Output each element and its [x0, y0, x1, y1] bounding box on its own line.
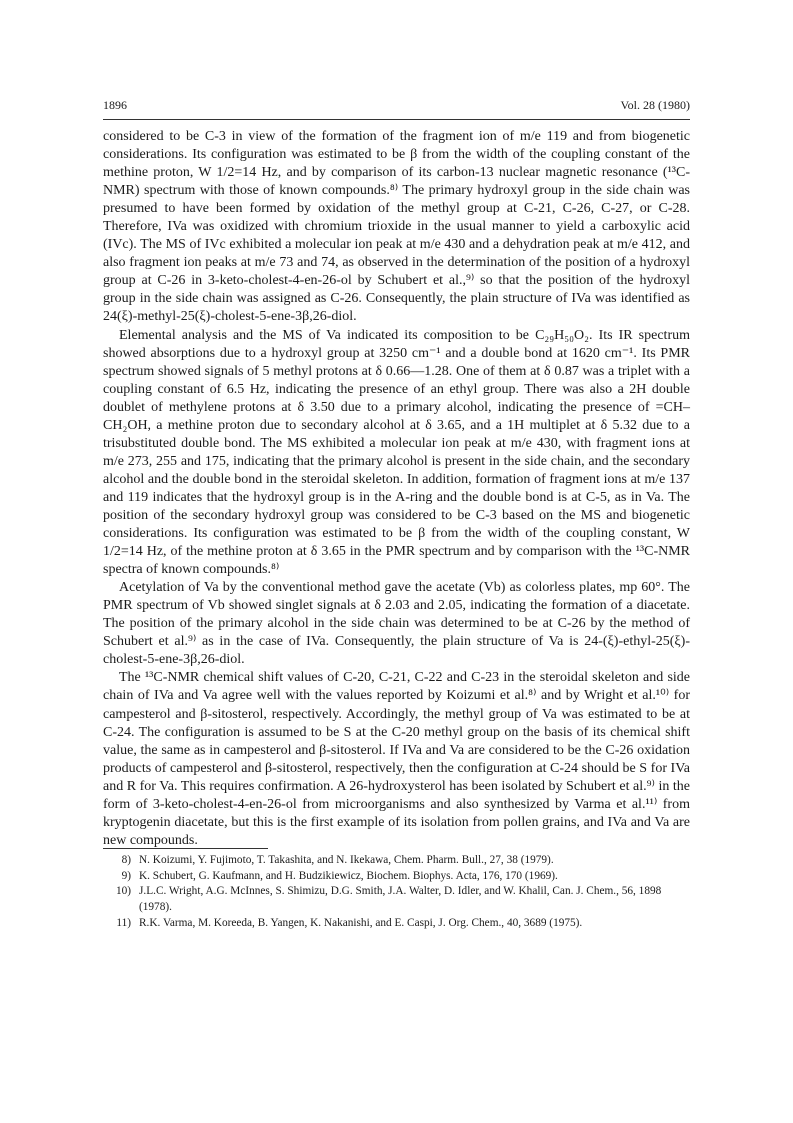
reference-text: K. Schubert, G. Kaufmann, and H. Budzikiewicz, Biochem. Biophys. Acta, 176, 170 (1969). [139, 869, 558, 882]
reference-number: 10) [115, 885, 131, 898]
paragraph-3: Acetylation of Va by the conventional method gave the acetate (Vb) as colorless plates, mp 60°. The PMR spectrum of Vb showed singlet signals at δ 2.03 and 2.05, indicating the formation of a diacetate. The position of the primary alcohol in the side chain was determined to be at C-26 by the method of Schubert et al.⁹⁾ as in the case of IVa. Consequently, the plain structure of Va is 24-(ξ)-ethyl-25(ξ)-cholest-5-ene-3β,26-diol. [103, 580, 690, 668]
footnote-rule [103, 848, 268, 849]
reference-item [103, 853, 690, 869]
reference-number: 8) [121, 854, 131, 866]
reference-item [103, 884, 690, 915]
reference-number: 11) [116, 916, 131, 929]
reference-item [103, 916, 690, 932]
reference-item [103, 869, 690, 885]
reference-number: 9) [121, 869, 131, 882]
paragraph-2: Elemental analysis and the MS of Va indicated its composition to be C₂₉H₅₀O₂. Its IR spectrum showed absorptions due to a hydroxyl group at 3250 cm⁻¹ and a double bond at 1620 cm⁻¹. Its PMR spectrum showed signals of 5 methyl protons at δ 0.66—1.28. One of them at δ 0.87 was a triplet with a coupling constant of 6.5 Hz, indicating the presence of an ethyl group. There was also a 2H double doublet of methylene protons at δ 3.50 due to a primary alcohol, indicating the presence of =CH–CH₂OH, a methine proton due to secondary alcohol at δ 3.65, and a 1H multiplet at δ 5.32 due to a trisubstituted double bond. The MS exhibited a molecular ion peak at m/e 430, with fragment ions at m/e 273, 255 and 175, indicating that the primary alcohol is present in the side chain, and the secondary alcohol and the double bond in the steroidal skeleton. In addition, formation of fragment ions at m/e 137 and 119 indicates that the hydroxyl group is in the A-ring and the double bond is at C-5, as in Va. The position of the secondary hydroxyl group was considered to be C-3 based on the MS and biogenetic considerations. Its configuration was estimated to be β from the width of the coupling constant, W 1/2=14 Hz, of the methine proton at δ 3.65 in the PMR spectrum and by comparison with the ¹³C-NMR spectra of known compounds.⁸⁾ [103, 327, 690, 578]
paragraph-4: The ¹³C-NMR chemical shift values of C-20, C-21, C-22 and C-23 in the steroidal skeleton and side chain of IVa and Va agree well with the values reported by Koizumi et al.⁸⁾ and by Wright et al.¹⁰⁾ for campesterol and β-sitosterol, respectively. Accordingly, the methyl group of Va was estimated to be at C-24. The configuration is assumed to be S at the C-20 methyl group on the basis of its chemical shift value, the same as in campesterol and β-sitosterol. If IVa and Va are considered to be the C-26 oxidation products of campesterol and β-sitosterol, respectively, then the configuration at C-24 should be S for IVa and R for Va. This requires confirmation. A 26-hydroxysterol has been isolated by Schubert et al.⁹⁾ in the form of 3-keto-cholest-4-en-26-ol from microorganisms and also synthesized by Varma et al.¹¹⁾ from kryptogenin diacetate, but this is the first example of its isolation from pollen grains, and IVa and Va are new compounds. [103, 670, 690, 848]
reference-list [103, 853, 690, 932]
volume-label: Vol. 28 (1980) [620, 98, 690, 112]
page-number: 1896 [103, 98, 127, 112]
reference-text: R.K. Varma, M. Koreeda, B. Yangen, K. Nakanishi, and E. Caspi, J. Org. Chem., 40, 3689 (1975). [139, 916, 583, 929]
reference-text: N. Koizumi, Y. Fujimoto, T. Takashita, and N. Ikekawa, Chem. Pharm. Bull., 27, 38 (1979). [139, 854, 554, 866]
reference-text: J.L.C. Wright, A.G. McInnes, S. Shimizu, D.G. Smith, J.A. Walter, D. Idler, and W. Khalil, Can. J. Chem., 56, 1898 (1978). [139, 885, 662, 914]
header-rule [103, 119, 690, 120]
running-header [103, 98, 690, 113]
paragraph-1: considered to be C-3 in view of the formation of the fragment ion of m/e 119 and from biogenetic considerations. Its configuration was estimated to be β from the width of the coupling constant of the methine proton, W 1/2=14 Hz, and by comparison of its carbon-13 nuclear magnetic resonance (¹³C-NMR) spectrum with those of known compounds.⁸⁾ The primary hydroxyl group in the side chain was presumed to have been formed by oxidation of the methyl group at C-21, C-26, C-27, or C-28. Therefore, IVa was oxidized with chromium trioxide in the usual manner to yield a carboxylic acid (IVc). The MS of IVc exhibited a molecular ion peak at m/e 430 and a dehydration peak at m/e 412, and also fragment ion peaks at m/e 73 and 74, as observed in the determination of the position of a hydroxyl group at C-26 in 3-keto-cholest-4-en-26-ol by Schubert et al.,⁹⁾ so that the position of the hydroxyl group in the side chain was assigned as C-26. Consequently, the plain structure of IVa was identified as 24(ξ)-methyl-25(ξ)-cholest-5-ene-3β,26-diol. [103, 129, 690, 325]
article-body [103, 128, 690, 850]
